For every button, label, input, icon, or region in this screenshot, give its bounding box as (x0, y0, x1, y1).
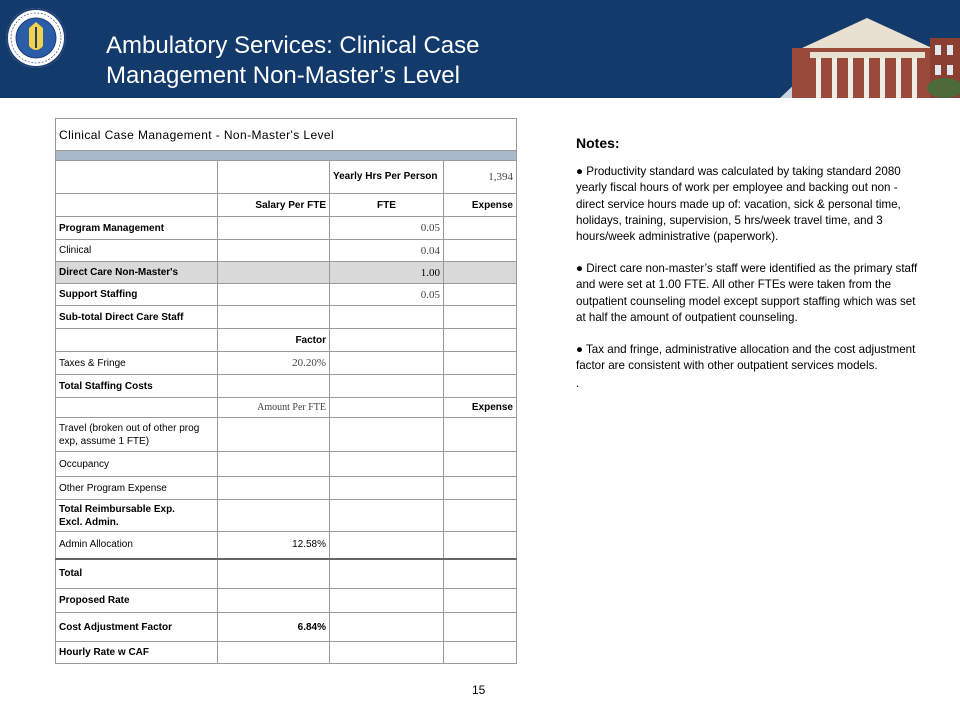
table-row (56, 240, 517, 262)
row-label-direct-care: Direct Care Non-Master's (56, 262, 218, 284)
table-row (56, 329, 517, 352)
row-label-occupancy: Occupancy (56, 452, 218, 477)
table-row (56, 613, 517, 642)
table-cell (444, 559, 517, 589)
table-cell (444, 375, 517, 398)
table-row (56, 500, 517, 532)
table-cell (56, 194, 218, 217)
table-row (56, 151, 517, 161)
table-cell (218, 477, 330, 500)
table-cell (444, 589, 517, 613)
table-cell (444, 352, 517, 375)
row-label-program-management: Program Management (56, 217, 218, 240)
row-label-total-staffing: Total Staffing Costs (56, 375, 218, 398)
yearly-hrs-value: 1,394 (444, 161, 517, 194)
title-line-2: Management Non-Master’s Level (106, 62, 460, 89)
table-cell (218, 418, 330, 452)
row-label-taxes: Taxes & Fringe (56, 352, 218, 375)
row-label-total: Total (56, 559, 218, 589)
yearly-hrs-label: Yearly Hrs Per Person (330, 161, 444, 194)
row-label-hourly-rate: Hourly Rate w CAF (56, 642, 218, 664)
seal-graphic (6, 8, 66, 68)
table-cell (218, 240, 330, 262)
page-title (106, 31, 479, 91)
table-cell (444, 452, 517, 477)
table-cell (444, 500, 517, 532)
travel-line-2: exp, assume 1 FTE) (59, 435, 150, 447)
col-header-expense: Expense (444, 194, 517, 217)
table-cell (444, 284, 517, 306)
table-row (56, 119, 517, 151)
table-row (56, 477, 517, 500)
table-cell (330, 398, 444, 418)
notes-title: Notes: (576, 135, 620, 151)
row-label-clinical: Clinical (56, 240, 218, 262)
row-label-subtotal: Sub-total Direct Care Staff (56, 306, 218, 329)
table-cell (330, 477, 444, 500)
table-cell (444, 642, 517, 664)
notes-panel (576, 135, 921, 409)
table-row (56, 532, 517, 559)
table-cell (218, 559, 330, 589)
amount-per-fte-header: Amount Per FTE (218, 398, 330, 418)
massachusetts-seal-logo (6, 8, 66, 68)
table-row (56, 375, 517, 398)
note-productivity: ● Productivity standard was calculated by taking standard 2080 yearly fiscal hours of work per employee and backing out non -direct service hours made up of: vacation, sick & personal time, holidays, training, supervision, 5 hrs/week travel time, and 3 hours/week administrative (paperwork). (576, 165, 901, 244)
table-cell (444, 477, 517, 500)
row-label-support-staffing: Support Staffing (56, 284, 218, 306)
row-label-total-reimbursable (56, 500, 218, 532)
table-row (56, 642, 517, 664)
note-trailing-dot: . (576, 377, 580, 391)
note-direct-care: ● Direct care non-master’s staff were identified as the primary staff and were set at 1.00 FTE. All other FTEs were taken from the outpatient counseling model except support staffing which was set at half the amount of outpatient counseling. (576, 262, 918, 324)
table-cell (330, 418, 444, 452)
table-cell (330, 500, 444, 532)
table-row (56, 194, 517, 217)
table-row (56, 217, 517, 240)
table-cell (218, 642, 330, 664)
table-row (56, 452, 517, 477)
caf-value: 6.84% (218, 613, 330, 642)
table-row (56, 306, 517, 329)
table-cell (444, 418, 517, 452)
table-cell (218, 375, 330, 398)
cost-spreadsheet (55, 118, 516, 663)
table-cell (330, 452, 444, 477)
table-row (56, 559, 517, 589)
table-cell (218, 161, 330, 194)
table-cell (444, 306, 517, 329)
table-cell (444, 613, 517, 642)
sheet-band (56, 151, 517, 161)
col-header-fte: FTE (330, 194, 444, 217)
title-line-1: Ambulatory Services: Clinical Case (106, 32, 480, 59)
row-label-travel (56, 418, 218, 452)
table-cell (330, 559, 444, 589)
table-cell (330, 329, 444, 352)
row-label-caf: Cost Adjustment Factor (56, 613, 218, 642)
taxes-value: 20.20% (218, 352, 330, 375)
row-label-proposed-rate: Proposed Rate (56, 589, 218, 613)
table-cell (218, 589, 330, 613)
col-header-salary: Salary Per FTE (218, 194, 330, 217)
table-cell (330, 642, 444, 664)
table-cell (56, 329, 218, 352)
table-cell (330, 306, 444, 329)
row-label-admin: Admin Allocation (56, 532, 218, 559)
table-row (56, 589, 517, 613)
sheet-title: Clinical Case Management - Non-Master's Level (56, 119, 517, 151)
table-cell (444, 329, 517, 352)
table-cell (218, 284, 330, 306)
table-row (56, 262, 517, 284)
table-cell (218, 306, 330, 329)
table-cell (218, 452, 330, 477)
table-cell (444, 532, 517, 559)
note-tax-fringe: ● Tax and fringe, administrative allocation and the cost adjustment factor are consistent with other outpatient services models. (576, 343, 916, 373)
table-cell (330, 352, 444, 375)
table-row (56, 161, 517, 194)
table-cell (330, 589, 444, 613)
page-number: 15 (472, 683, 486, 697)
table-cell (330, 613, 444, 642)
table-cell (56, 161, 218, 194)
table-row (56, 418, 517, 452)
table-cell (218, 500, 330, 532)
rate-model-table (55, 118, 517, 664)
table-cell (330, 375, 444, 398)
table-cell (218, 262, 330, 284)
factor-header: Factor (218, 329, 330, 352)
travel-line-1: Travel (broken out of other prog (59, 422, 200, 434)
table-cell (444, 262, 517, 284)
table-row (56, 284, 517, 306)
expense-header-2: Expense (444, 398, 517, 418)
row-label-other-program: Other Program Expense (56, 477, 218, 500)
table-cell (218, 217, 330, 240)
table-row (56, 398, 517, 418)
fte-program-management: 0.05 (330, 217, 444, 240)
table-cell (56, 398, 218, 418)
fte-support-staffing: 0.05 (330, 284, 444, 306)
state-house-image (780, 0, 960, 98)
slide-header (0, 0, 960, 98)
admin-value: 12.58% (218, 532, 330, 559)
fte-clinical: 0.04 (330, 240, 444, 262)
table-cell (444, 240, 517, 262)
total-reimb-line-2: Excl. Admin. (59, 516, 119, 528)
total-reimb-line-1: Total Reimbursable Exp. (59, 503, 175, 515)
table-cell (444, 217, 517, 240)
table-row (56, 352, 517, 375)
fte-direct-care: 1.00 (330, 262, 444, 284)
table-cell (330, 532, 444, 559)
